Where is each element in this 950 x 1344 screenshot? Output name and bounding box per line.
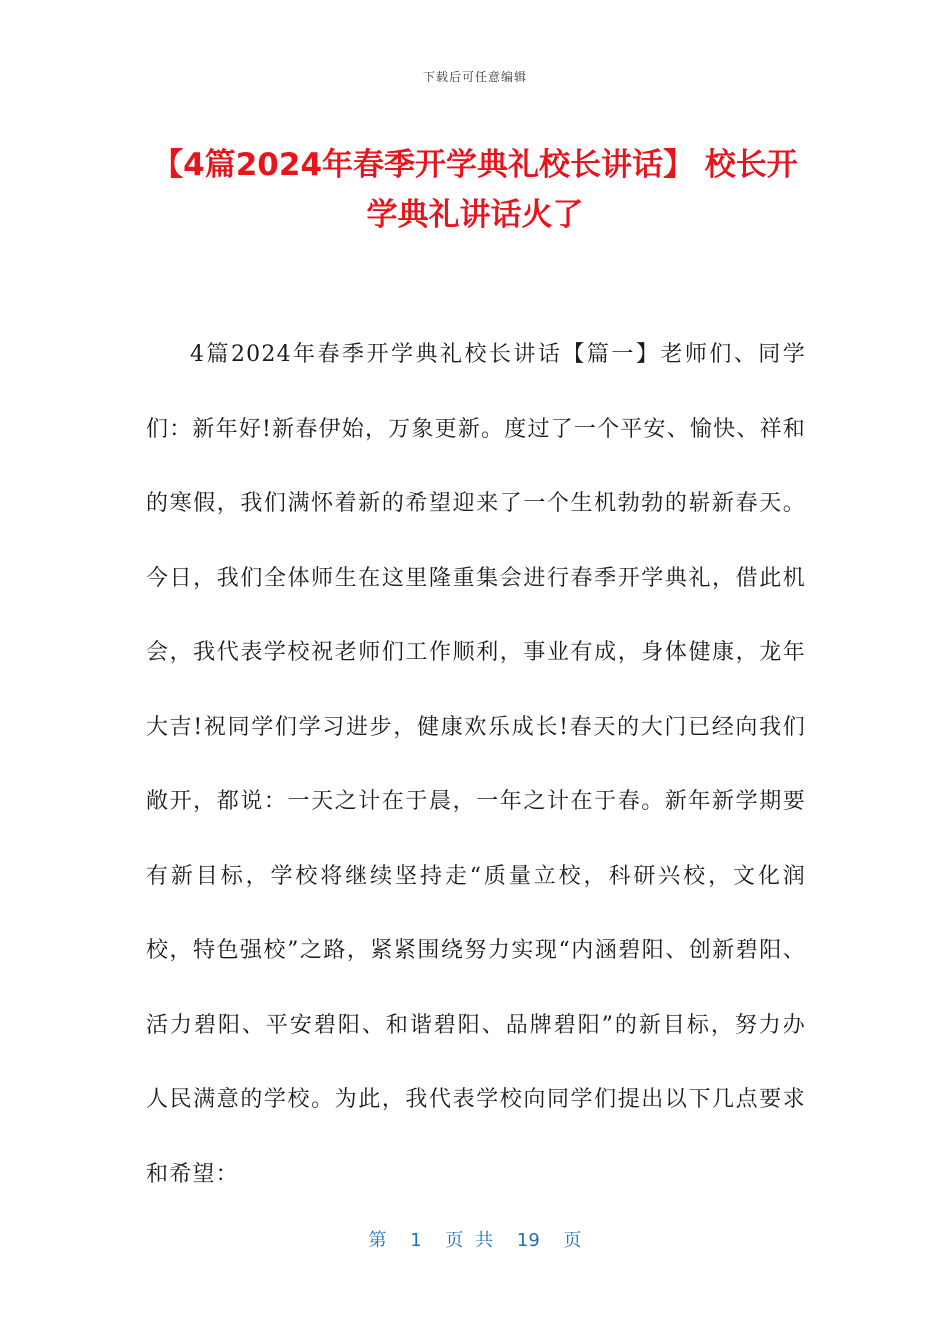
footer-label-total: 页 共 bbox=[445, 1230, 494, 1251]
page-footer bbox=[0, 1226, 950, 1252]
header-note: 下载后可任意编辑 bbox=[422, 70, 527, 84]
document-title: 【4篇2024年春季开学典礼校长讲话】 校长开学典礼讲话火了 bbox=[152, 147, 798, 233]
body-paragraph: 4篇2024年春季开学典礼校长讲话【篇一】老师们、同学们：新年好!新春伊始，万象更新。度过了一个平安、愉快、祥和的寒假，我们满怀着新的希望迎来了一个生机勃勃的崭新春天。今日，我们全体师生在这里隆重集会进行春季开学典礼，借此机会，我代表学校祝老师们工作顺利，事业有成，身体健康，龙年大吉!祝同学们学习进步，健康欢乐成长!春天的大门已经向我们敞开，都说：一天之计在于晨，一年之计在于春。新年新学期要有新目标，学校将继续坚持走“质量立校，科研兴校，文化润校，特色强校”之路，紧紧围绕努力实现“内涵碧阳、创新碧阳、活力碧阳、平安碧阳、和谐碧阳、品牌碧阳”的新目标，努力办人民满意的学校。为此，我代表学校向同学们提出以下几点要求和希望： bbox=[146, 342, 806, 1187]
footer-label-end: 页 bbox=[563, 1230, 582, 1251]
footer-current-page: 1 bbox=[410, 1230, 422, 1251]
footer-total-pages: 19 bbox=[516, 1230, 540, 1251]
footer-label-page: 第 bbox=[368, 1230, 387, 1251]
